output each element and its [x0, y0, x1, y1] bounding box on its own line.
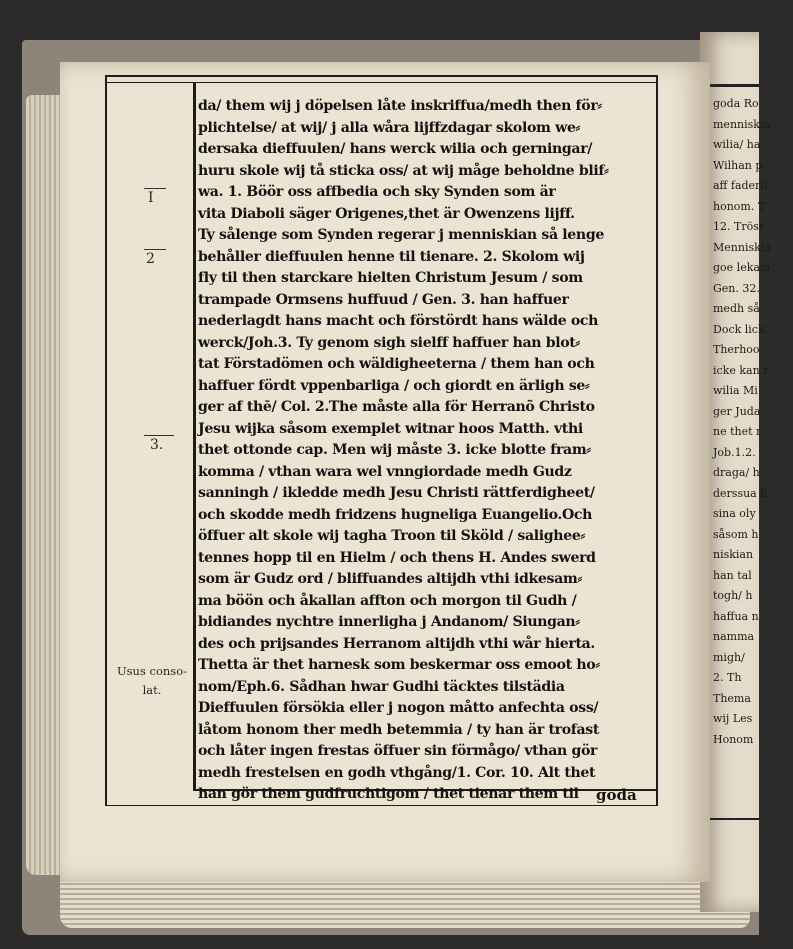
facing-text-line: medh så: [713, 302, 760, 315]
text-line: ma böön och åkallan affton och morgon til Gudh /: [198, 592, 577, 609]
margin-note-usus: [113, 662, 191, 700]
facing-text-line: Gen. 32.: [713, 281, 760, 295]
text-line: vita Diaboli säger Origenes,thet är Owenzens lijff.: [198, 205, 575, 222]
text-line: sanningh / ikledde medh Jesu Christi rättferdigheet/: [198, 485, 595, 501]
text-line: fly til then starckare hielten Christum Jesum / som: [198, 270, 583, 286]
facing-text-line: Honom: [713, 732, 754, 746]
facing-frame-top: [708, 84, 759, 87]
text-line: trampade Ormsens huffuud / Gen. 3. han haffuer: [198, 291, 569, 308]
facing-text-line: sina oly: [713, 507, 756, 520]
facing-text-line: aff faderli: [713, 179, 768, 192]
margin-mark-1: I: [148, 190, 154, 206]
text-line: dersaka dieffuulen/ hans werck wilia och gerningar/: [198, 141, 593, 157]
catchword: goda: [596, 786, 637, 804]
text-line: nederlagdt hans macht och förstördt hans wälde och: [198, 313, 599, 329]
facing-text-line: Dock lick: [713, 322, 765, 336]
facing-text-line: Menniskia: [713, 240, 771, 254]
frame-rule-top: [105, 75, 658, 77]
facing-text-line: goe lekam: [713, 261, 771, 274]
margin-note-line-2: lat.: [142, 683, 162, 697]
text-line: tat Förstadömen och wäldigheeterna / them han och: [198, 356, 595, 372]
text-line: ger af thē/ Col. 2.The måste alla för Herranõ Christo: [198, 399, 595, 415]
text-line: Dieffuulen försökia eller j nogon måtto anfechta oss/: [198, 700, 599, 716]
facing-text-line: 2. Th: [713, 671, 742, 684]
page-edges-bottom: [60, 878, 750, 928]
text-line: thet ottonde cap. Men wij måste 3. icke blotte fram⸗: [198, 442, 591, 458]
frame-rule-margin: [193, 82, 196, 789]
facing-text-line: icke kan r: [713, 363, 769, 377]
frame-rule-left: [105, 75, 107, 805]
text-line: des och prijsandes Herranom altijdh vthi wår hierta.: [198, 635, 595, 652]
facing-frame-bottom: [708, 818, 759, 820]
text-line: Jesu wijka såsom exemplet witnar hoos Matth. vthi: [198, 420, 583, 437]
text-line: och skodde medh fridzens hugneliga Euangelio.Och: [198, 506, 593, 523]
facing-text-line: ger Juda: [713, 404, 761, 418]
text-line: och låter ingen frestas öffuer sin förmågo/ vthan gör: [198, 743, 598, 759]
text-line: han gör them gudfruchtigom / thet tienar them til: [198, 786, 579, 802]
facing-text-line: wilia/ ha: [713, 138, 761, 151]
text-line: huru skole wij tå sticka oss/ at wij måge beholdne blif⸗: [198, 162, 609, 179]
facing-text-line: såsom h: [713, 527, 759, 541]
text-line: komma / vthan wara wel vnngiordade medh Gudz: [198, 463, 572, 480]
text-line: da/ them wij j döpelsen låte inskriffua/medh then för⸗: [198, 98, 602, 114]
text-line: werck/Joh.3. Ty genom sigh sielff haffuer han blot⸗: [198, 334, 580, 351]
body-text: [198, 96, 653, 806]
margin-mark-3: 3.: [150, 437, 164, 453]
text-line: nom/Eph.6. Sådhan hwar Gudhi täcktes tilstädia: [198, 678, 565, 695]
margin-mark-2: 2: [146, 251, 155, 267]
text-line: bidiandes nychtre innerligha j Andanom/ Siungan⸗: [198, 614, 580, 630]
facing-text-line: Thema: [713, 691, 751, 705]
facing-text-line: goda Ro: [713, 97, 759, 110]
text-line: plichtelse/ at wij/ j alla wåra lijffzdagar skolom we⸗: [198, 119, 580, 136]
facing-text-line: haffua n: [713, 609, 759, 623]
text-line: medh frestelsen en godh vthgång/1. Cor. 10. Alt thet: [198, 764, 596, 781]
text-line: tennes hopp til en Hielm / och thens H. Andes swerd: [198, 549, 596, 566]
facing-text-line: wilia Mi: [713, 384, 758, 397]
facing-text-line: namma: [713, 630, 755, 643]
facing-text-line: han tal: [713, 568, 752, 582]
text-line: öffuer alt skole wij tagha Troon til Sköld / salighee⸗: [198, 528, 585, 544]
text-line: låtom honom ther medh betemmia / ty han är trofast: [198, 721, 600, 738]
text-line: Thetta är thet harnesk som beskermar oss emoot ho⸗: [198, 657, 600, 673]
text-line: som är Gudz ord / bliffuandes altijdh vthi idkesam⸗: [198, 571, 582, 587]
facing-text-line: derssua h: [713, 486, 768, 500]
facing-text-line: ne thet r: [713, 425, 762, 438]
facing-text-line: Job.1.2.: [713, 445, 756, 459]
facing-text-line: draga/ h: [713, 466, 760, 479]
margin-note-line-1: Usus conso-: [116, 664, 188, 678]
facing-text-line: Wilhan p: [713, 158, 763, 172]
facing-text-line: togh/ h: [713, 589, 753, 602]
facing-text-line: niskian: [713, 548, 754, 561]
frame-rule-right: [656, 75, 658, 805]
text-line: Ty sålenge som Synden regerar j menniskian så lenge: [198, 227, 604, 243]
facing-text-line: 12. Tröst: [713, 220, 764, 233]
facing-text-line: migh/: [713, 650, 745, 664]
facing-page-text: [713, 94, 793, 750]
facing-text-line: honom. T: [713, 199, 766, 213]
frame-rule-top-inner: [105, 82, 658, 83]
text-line: behåller dieffuulen henne til tienare. 2. Skolom wij: [198, 248, 585, 265]
facing-text-line: menniskia: [713, 117, 771, 131]
facing-text-line: Therhoo: [713, 343, 760, 356]
text-line: wa. 1. Böör oss affbedia och sky Synden som är: [198, 184, 556, 200]
facing-text-line: wij Les: [713, 712, 753, 725]
text-line: haffuer fördt vppenbarliga / och giordt en ärligh se⸗: [198, 377, 590, 394]
